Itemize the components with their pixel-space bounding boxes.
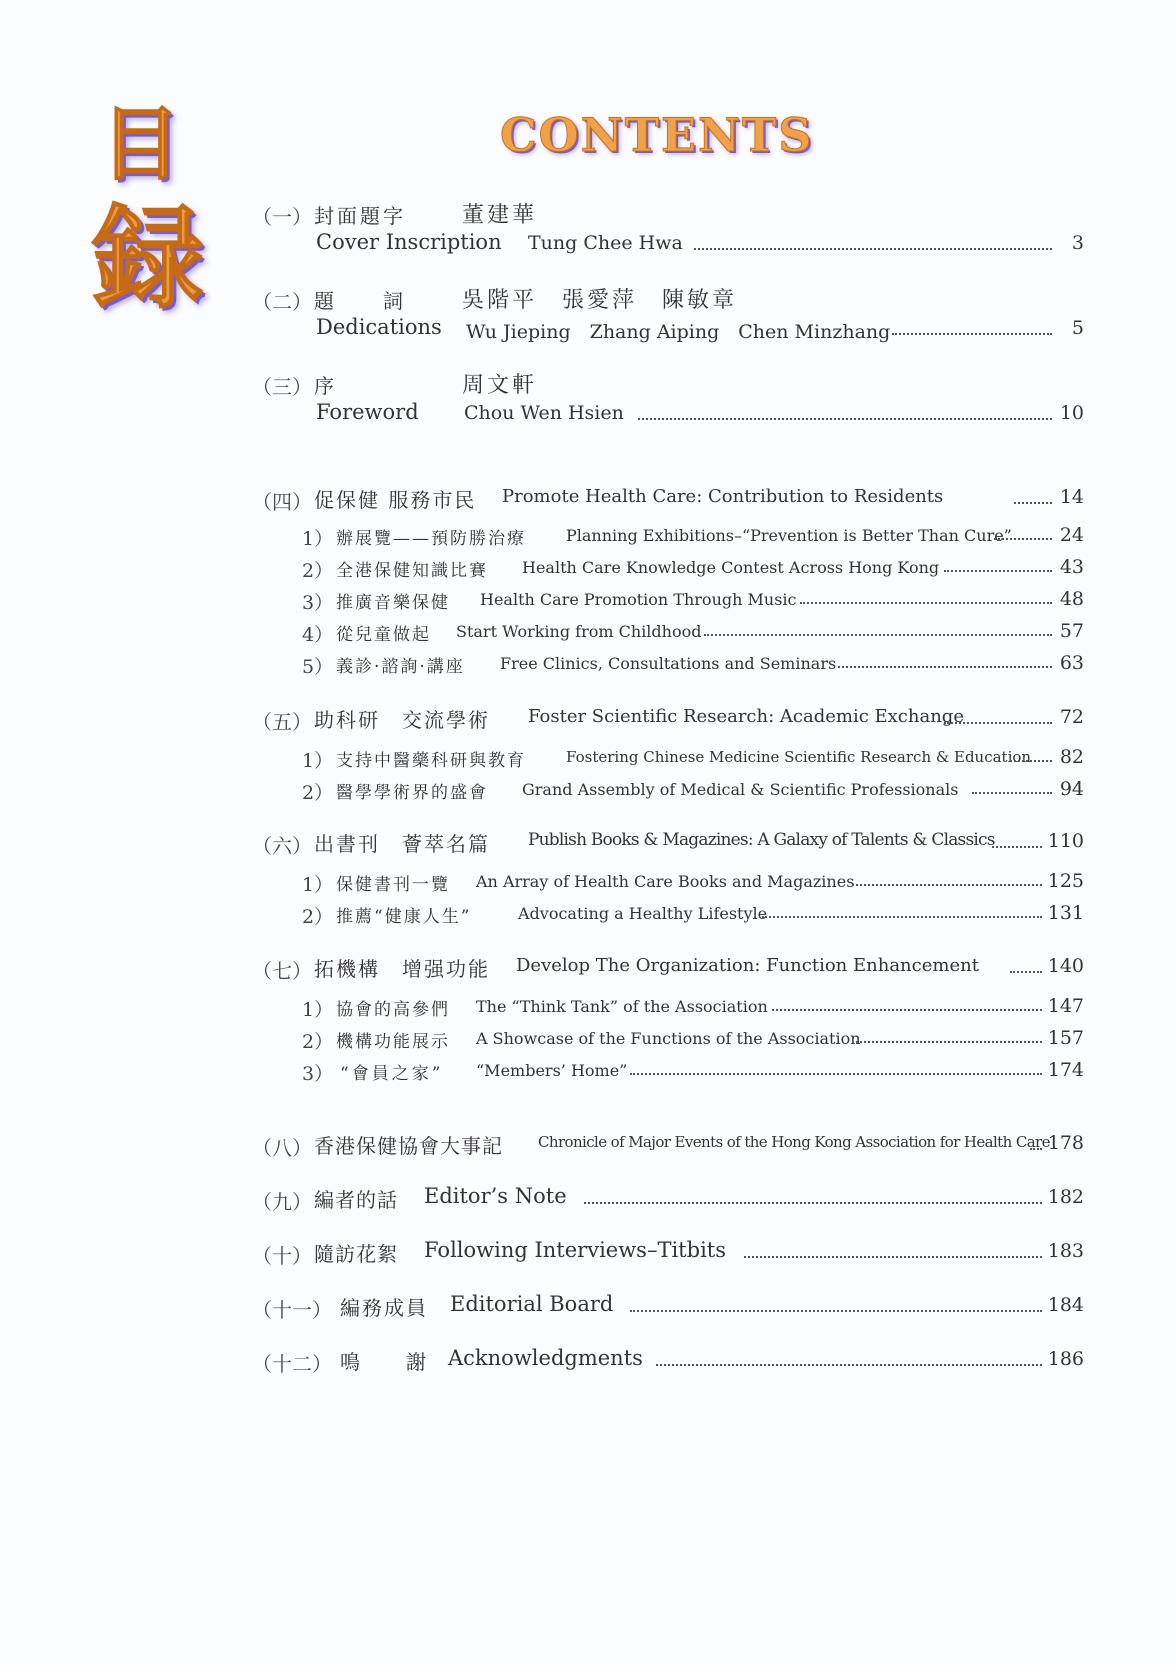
section-author-en: Wu Jieping Zhang Aiping Chen Minzhang xyxy=(466,321,891,343)
leader-dots xyxy=(994,536,1052,540)
item-title-en: “Members’ Home” xyxy=(476,1061,628,1080)
leader-dots xyxy=(584,1200,1042,1204)
section-number: （三） xyxy=(252,375,312,399)
item-number: 1） xyxy=(302,750,334,772)
item-number: 2） xyxy=(302,560,334,582)
page-number: 186 xyxy=(1047,1348,1084,1370)
section-title-zh: 香港保健協會大事記 xyxy=(314,1134,503,1158)
leader-dots xyxy=(762,914,1042,918)
page-number: 10 xyxy=(1059,402,1084,424)
item-number: 2） xyxy=(302,906,334,928)
item-title-en: Free Clinics, Consultations and Seminars xyxy=(500,654,837,673)
page-number: 147 xyxy=(1047,995,1084,1017)
section-title-en: Editorial Board xyxy=(450,1292,614,1316)
item-number: 5） xyxy=(302,656,334,678)
item-title-zh: 辦展覽——預防勝治療 xyxy=(336,529,526,549)
leader-dots xyxy=(744,1254,1042,1258)
vertical-title xyxy=(78,95,218,324)
page-number: 178 xyxy=(1047,1132,1084,1154)
item-number: 2） xyxy=(302,782,334,804)
item-number: 1） xyxy=(302,999,334,1021)
section-title-en: Acknowledgments xyxy=(448,1346,643,1370)
section-title-en: Foreword xyxy=(316,400,419,424)
section-number: （七） xyxy=(252,959,312,983)
item-number: 3） xyxy=(302,592,334,614)
section-number: （二） xyxy=(252,290,312,314)
item-title-zh: 保健書刊一覽 xyxy=(336,875,450,895)
page-number: 14 xyxy=(1059,486,1084,508)
page-number: 24 xyxy=(1059,524,1084,546)
section-title-en: Dedications xyxy=(316,315,442,339)
item-number: 4） xyxy=(302,624,334,646)
page-number: 5 xyxy=(1071,317,1084,339)
page-number: 63 xyxy=(1059,652,1084,674)
item-title-zh: 協會的高參們 xyxy=(336,1000,450,1020)
section-title-en: Publish Books & Magazines: A Galaxy of Talents & Classics xyxy=(528,830,995,850)
section-title-zh: 編者的話 xyxy=(314,1188,398,1212)
item-title-en: Advocating a Healthy Lifestyle xyxy=(518,904,768,923)
page-number: 182 xyxy=(1047,1186,1084,1208)
leader-dots xyxy=(1010,969,1042,973)
section-title-zh: 隨訪花絮 xyxy=(314,1242,398,1266)
leader-dots xyxy=(656,1362,1042,1366)
leader-dots xyxy=(694,246,1052,250)
section-number: （六） xyxy=(252,834,312,858)
item-number: 1） xyxy=(302,528,334,550)
leader-dots xyxy=(1010,758,1052,762)
section-title-zh: 拓機構 增强功能 xyxy=(314,957,490,981)
section-title-en: Editor’s Note xyxy=(424,1184,567,1208)
section-title-en: Promote Health Care: Contribution to Residents xyxy=(502,486,944,507)
vertical-title-char-2: 録 xyxy=(92,194,204,324)
item-title-zh: 機構功能展示 xyxy=(336,1032,450,1052)
page-number: 3 xyxy=(1071,232,1084,254)
section-author-zh: 周文軒 xyxy=(462,373,538,398)
section-title-en: Foster Scientific Research: Academic Exchange xyxy=(528,706,964,727)
section-number: （九） xyxy=(252,1190,312,1214)
section-number: （十） xyxy=(252,1244,312,1268)
item-title-en: Grand Assembly of Medical & Scientific Professionals xyxy=(522,780,959,799)
item-title-zh: 義診·諮詢·講座 xyxy=(336,657,465,677)
item-title-zh: 推薦“健康人生” xyxy=(336,907,472,927)
section-number: （十二） xyxy=(252,1352,332,1376)
section-number: （十一） xyxy=(252,1298,332,1322)
page-number: 72 xyxy=(1059,706,1084,728)
leader-dots xyxy=(972,790,1052,794)
item-title-zh: 醫學學術界的盛會 xyxy=(336,783,488,803)
section-number: （八） xyxy=(252,1136,312,1160)
item-title-en: Start Working from Childhood xyxy=(456,622,702,641)
leader-dots xyxy=(638,416,1052,420)
vertical-title-char-1: 目 xyxy=(100,98,181,191)
item-title-en: A Showcase of the Functions of the Association xyxy=(476,1029,861,1048)
section-title-zh: 封面題字 xyxy=(314,204,406,228)
section-author-en: Chou Wen Hsien xyxy=(464,402,624,424)
item-title-zh: 推廣音樂保健 xyxy=(336,593,450,613)
page-number: 157 xyxy=(1047,1027,1084,1049)
leader-dots xyxy=(1014,500,1052,504)
page-number: 82 xyxy=(1059,746,1084,768)
section-number: （四） xyxy=(252,490,312,514)
section-title-zh: 題 詞 xyxy=(314,289,406,313)
page-number: 48 xyxy=(1059,588,1084,610)
section-title-en: Develop The Organization: Function Enhancement xyxy=(516,955,979,976)
leader-dots xyxy=(772,1007,1042,1011)
section-title-zh: 出書刊 薈萃名篇 xyxy=(314,832,490,856)
section-author-en: Tung Chee Hwa xyxy=(528,232,683,254)
page-number: 125 xyxy=(1047,870,1084,892)
leader-dots xyxy=(892,331,1052,335)
item-number: 3） xyxy=(302,1063,334,1085)
leader-dots xyxy=(1030,1146,1042,1150)
section-title-zh: 促保健 服務市民 xyxy=(314,488,477,512)
item-title-en: Planning Exhibitions–“Prevention is Better Than Cure” xyxy=(566,526,1012,545)
leader-dots xyxy=(944,568,1052,572)
leader-dots xyxy=(852,882,1042,886)
page-number: 184 xyxy=(1047,1294,1084,1316)
item-title-zh: 全港保健知識比賽 xyxy=(336,561,488,581)
section-title-en: Cover Inscription xyxy=(316,230,502,254)
section-title-en: Following Interviews–Titbits xyxy=(424,1238,726,1262)
page-number: 43 xyxy=(1059,556,1084,578)
section-title-en: Chronicle of Major Events of the Hong Kong Association for Health Care xyxy=(538,1133,1050,1151)
section-title-zh: 序 xyxy=(314,374,337,398)
item-title-en: Fostering Chinese Medicine Scientific Research & Education xyxy=(566,748,1032,766)
item-title-en: Health Care Knowledge Contest Across Hong Kong xyxy=(522,558,940,577)
leader-dots xyxy=(800,600,1052,604)
page-number: 131 xyxy=(1047,902,1084,924)
page-title: CONTENTS xyxy=(500,108,814,162)
page-number: 183 xyxy=(1047,1240,1084,1262)
item-title-zh: 支持中醫藥科研與教育 xyxy=(336,751,526,771)
item-title-en: Health Care Promotion Through Music xyxy=(480,590,797,609)
leader-dots xyxy=(944,720,1052,724)
item-number: 2） xyxy=(302,1031,334,1053)
leader-dots xyxy=(630,1071,1042,1075)
section-author-zh: 董建華 xyxy=(462,203,538,228)
section-title-zh: 助科研 交流學術 xyxy=(314,708,490,732)
item-number: 1） xyxy=(302,874,334,896)
leader-dots xyxy=(630,1308,1042,1312)
leader-dots xyxy=(838,664,1052,668)
item-title-en: An Array of Health Care Books and Magazines xyxy=(476,872,855,891)
page-number: 110 xyxy=(1047,830,1084,852)
section-title-zh: 鳴 謝 xyxy=(340,1350,428,1374)
leader-dots xyxy=(992,844,1042,848)
page-number: 174 xyxy=(1047,1059,1084,1081)
page-number: 94 xyxy=(1059,778,1084,800)
section-author-zh: 吳階平 張愛萍 陳敏章 xyxy=(462,288,738,313)
item-title-en: The “Think Tank” of the Association xyxy=(476,997,768,1016)
page-number: 140 xyxy=(1047,955,1084,977)
item-title-zh: “會員之家” xyxy=(340,1064,444,1084)
section-number: （五） xyxy=(252,710,312,734)
section-number: （一） xyxy=(252,205,312,229)
page-number: 57 xyxy=(1059,620,1084,642)
section-title-zh: 編務成員 xyxy=(340,1296,428,1320)
item-title-zh: 從兒童做起 xyxy=(336,625,431,645)
leader-dots xyxy=(856,1039,1042,1043)
leader-dots xyxy=(704,632,1052,636)
